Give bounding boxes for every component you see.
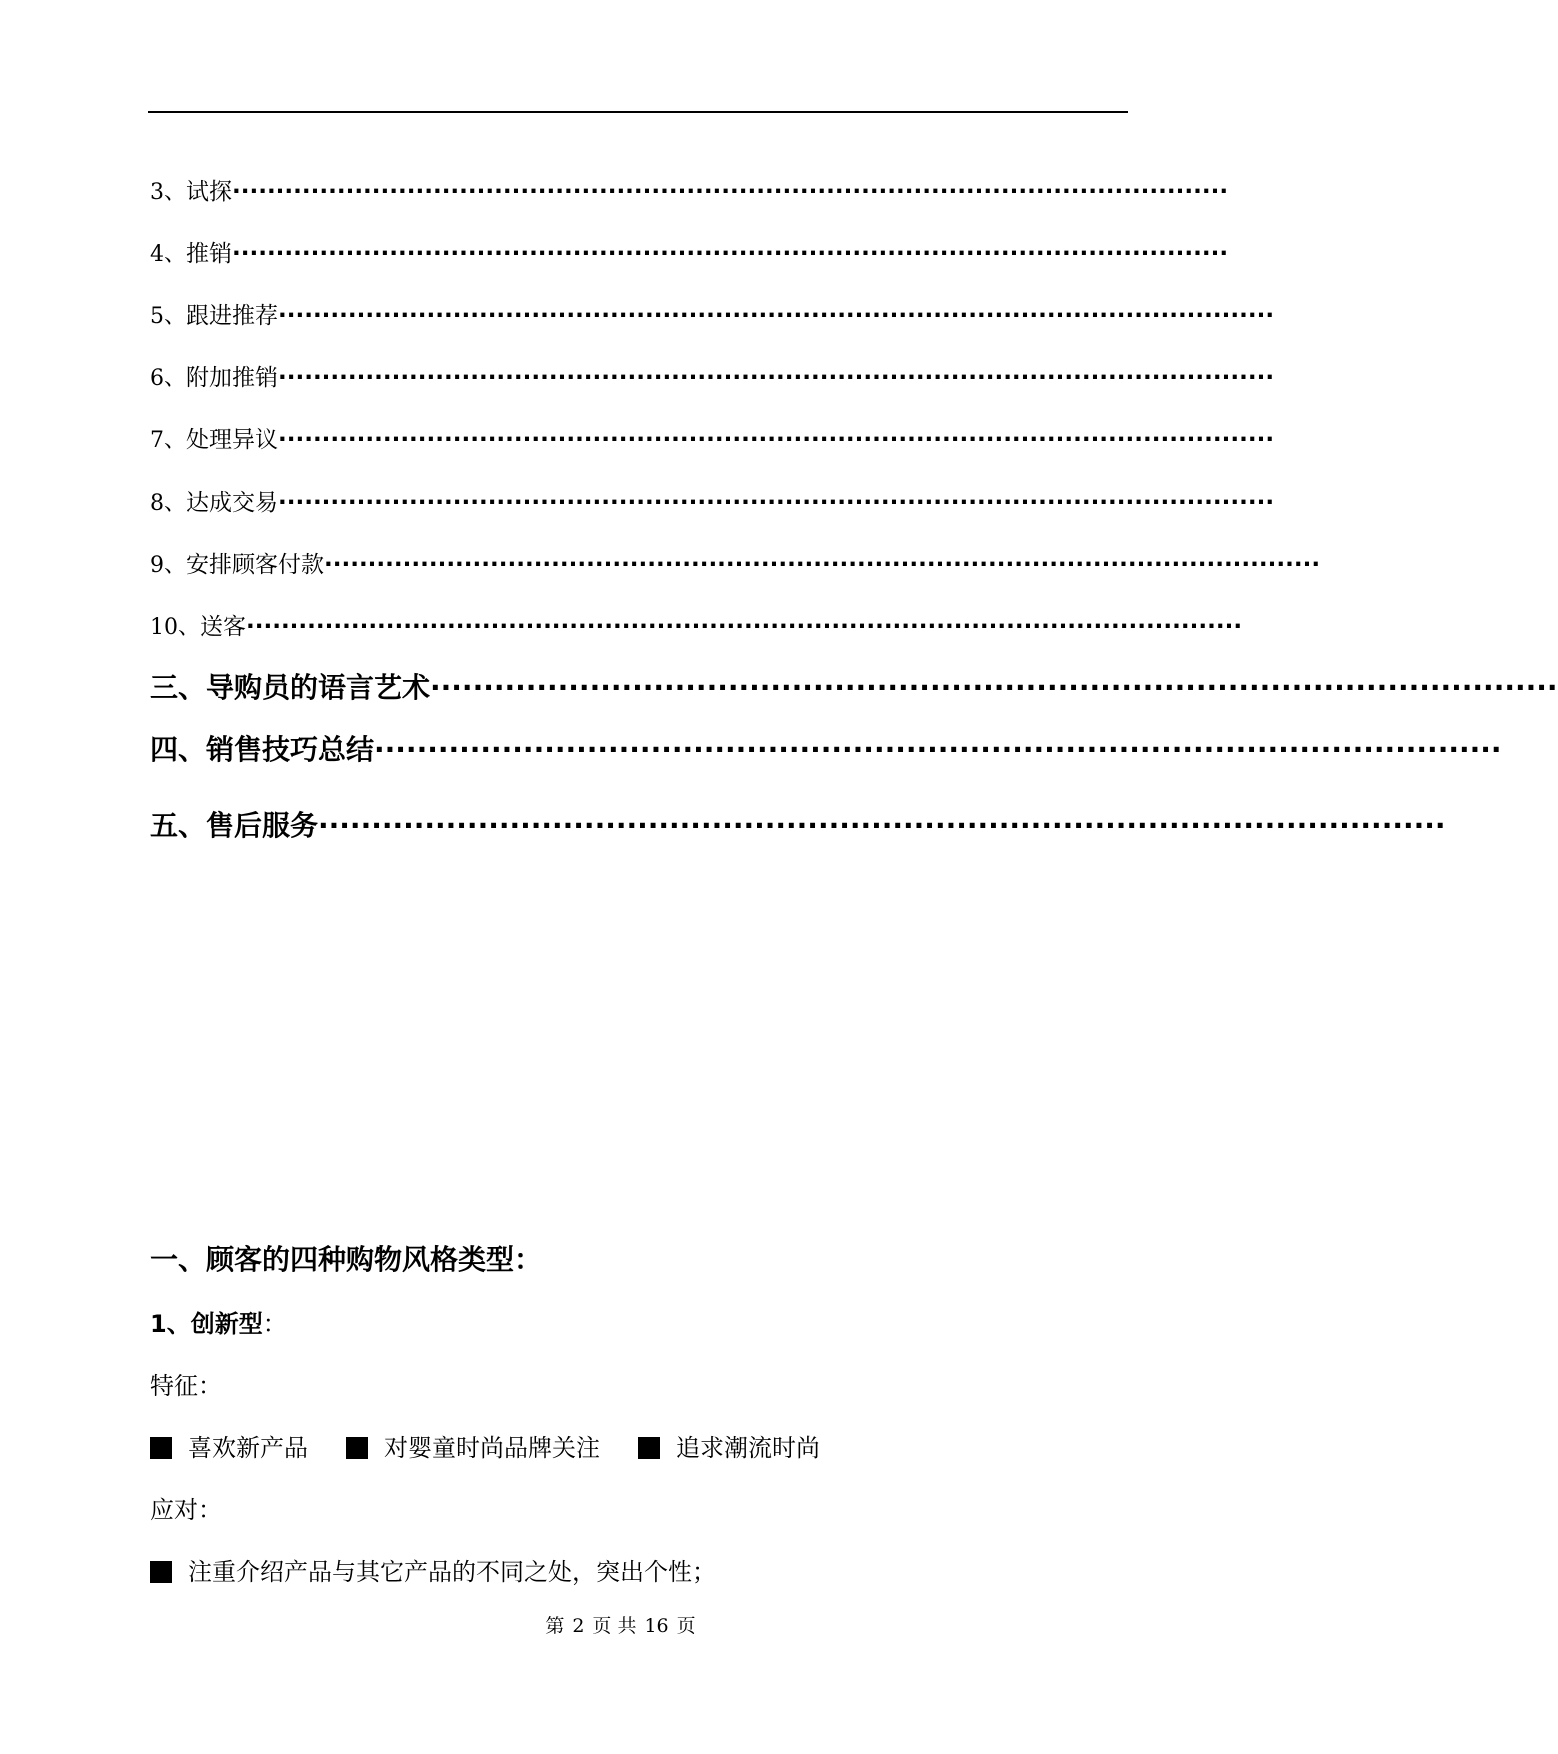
list-item (150, 1554, 716, 1590)
toc-leader-dots: ·········································································································· (318, 809, 1446, 842)
toc-item-label: 送客 (200, 614, 246, 640)
toc-main-item[interactable] (150, 806, 1446, 846)
toc-item-label: 试探 (186, 179, 232, 205)
toc-item[interactable] (150, 175, 1229, 209)
footer-prefix: 第 (545, 1615, 565, 1637)
toc-leader-dots: ·················································································································· (232, 179, 1229, 205)
toc-leader-dots: ·················································································································· (278, 427, 1275, 453)
feature-text: 追求潮流时尚 (676, 1434, 820, 1462)
response-text: 注重介绍产品与其它产品的不同之处，突出个性； (188, 1558, 716, 1586)
toc-leader-dots: ·········································································································· (374, 733, 1502, 766)
page-number: 2 (572, 1615, 585, 1637)
toc-item[interactable] (150, 237, 1229, 271)
toc-item-label: 达成交易 (186, 490, 278, 516)
toc-item-number: 8、 (150, 491, 186, 516)
feature-text: 喜欢新产品 (188, 1434, 308, 1462)
toc-leader-dots: ·················································································································· (232, 241, 1229, 267)
toc-item-number: 10、 (150, 615, 200, 640)
section-heading: 一、顾客的四种购物风格类型： (150, 1243, 543, 1276)
toc-item-label: 推销 (186, 241, 232, 267)
toc-item[interactable] (150, 299, 1275, 333)
toc-item-number: 6、 (150, 366, 186, 391)
toc-leader-dots: ·················································································································· (246, 614, 1243, 640)
toc-item-number: 5、 (150, 304, 186, 329)
toc-item-label: 附加推销 (186, 365, 278, 391)
feature-text: 对婴童时尚品牌关注 (384, 1434, 600, 1462)
footer-middle: 页 共 (592, 1615, 637, 1637)
toc-item-label: 跟进推荐 (186, 303, 278, 329)
toc-main-label: 三、导购员的语言艺术 (150, 671, 431, 704)
subsection-colon: ： (262, 1310, 287, 1338)
footer-suffix: 页 (676, 1615, 696, 1637)
subsection-heading (150, 1306, 287, 1342)
toc-item-label: 处理异议 (186, 427, 278, 453)
square-bullet-icon (346, 1437, 368, 1459)
list-item (346, 1430, 600, 1466)
toc-item[interactable] (150, 423, 1275, 457)
list-item (150, 1430, 308, 1466)
toc-main-label: 五、售后服务 (150, 809, 319, 842)
toc-main-item[interactable] (150, 730, 1502, 770)
toc-main-item[interactable] (150, 668, 1558, 708)
toc-item-number: 9、 (150, 553, 186, 578)
page-total: 16 (644, 1615, 669, 1637)
response-label: 应对： (150, 1496, 222, 1524)
toc-main-label: 四、销售技巧总结 (150, 733, 375, 766)
square-bullet-icon (150, 1561, 172, 1583)
header-rule (148, 111, 1128, 113)
toc-leader-dots: ·················································································································· (278, 365, 1275, 391)
toc-item-number: 3、 (150, 180, 186, 205)
square-bullet-icon (150, 1437, 172, 1459)
square-bullet-icon (638, 1437, 660, 1459)
toc-item-number: 4、 (150, 242, 186, 267)
toc-item[interactable] (150, 486, 1275, 520)
subsection-title: 1、创新型 (150, 1310, 263, 1338)
response-list (150, 1554, 754, 1590)
features-label: 特征： (150, 1372, 222, 1400)
toc-item[interactable] (150, 548, 1321, 582)
toc-leader-dots: ·················································································································· (278, 490, 1275, 516)
features-list (150, 1430, 858, 1466)
toc-leader-dots: ·················································································································· (278, 303, 1275, 329)
toc-item[interactable] (150, 610, 1243, 644)
toc-item-label: 安排顾客付款 (186, 552, 324, 578)
toc-item[interactable] (150, 361, 1275, 395)
toc-leader-dots: ·········································································································· (430, 671, 1558, 704)
toc-leader-dots: ·················································································································· (324, 552, 1321, 578)
list-item (638, 1430, 820, 1466)
toc-item-number: 7、 (150, 428, 186, 453)
page-footer (0, 1612, 1241, 1640)
